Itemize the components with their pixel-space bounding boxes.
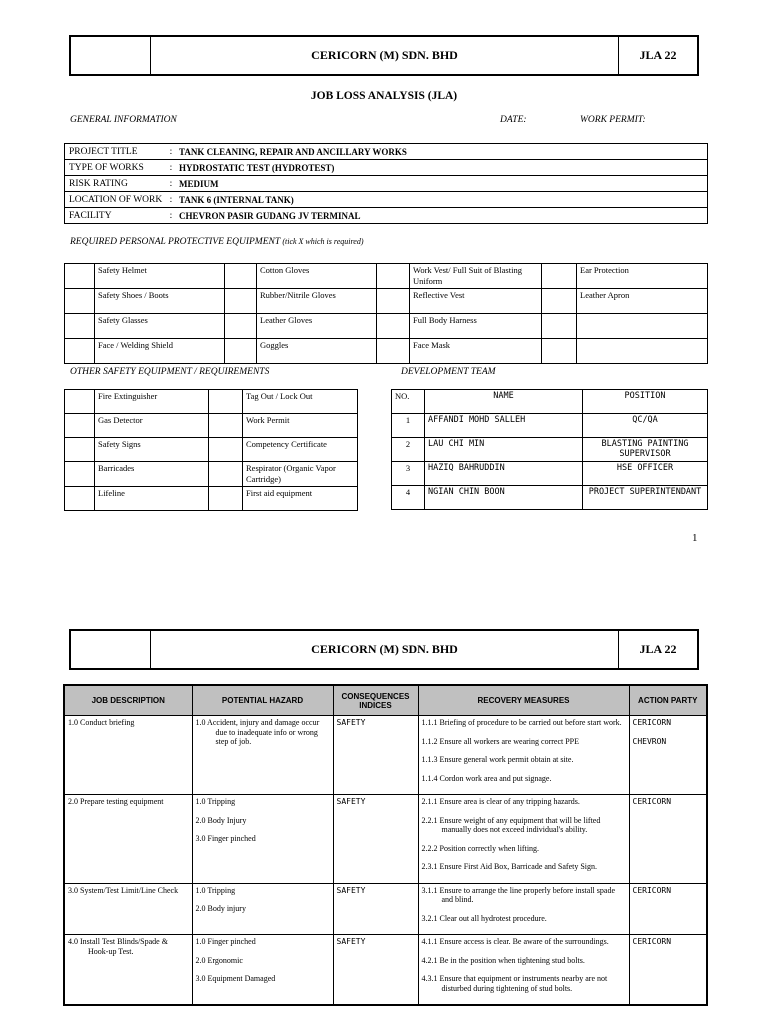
hazard-item: 1.0 Tripping xyxy=(195,797,236,806)
recovery-measure: 1.1.2 Ensure all workers are wearing correct PPE xyxy=(421,736,579,746)
job-loss-analysis-table xyxy=(63,684,708,1006)
info-key: PROJECT TITLE xyxy=(65,144,168,160)
document-code: JLA 22 xyxy=(639,48,677,62)
work-permit-label: WORK PERMIT: xyxy=(580,115,646,125)
job-description: 2.0 Prepare testing equipment xyxy=(68,797,164,806)
team-row xyxy=(392,462,708,486)
ppe-item-label: Rubber/Nitrile Gloves xyxy=(257,289,377,314)
company-name: CERICORN (M) SDN. BHD xyxy=(151,631,619,668)
column-header: RECOVERY MEASURES xyxy=(418,685,629,716)
team-name: NGIAN CHIN BOON xyxy=(425,486,583,510)
ppe-tick-box[interactable] xyxy=(377,339,410,364)
info-value: HYDROSTATIC TEST (HYDROTEST) xyxy=(175,160,708,176)
ppe-item-label: Full Body Harness xyxy=(410,314,542,339)
action-party-cell xyxy=(629,883,707,935)
other-item-label: Respirator (Organic Vapor Cartridge) xyxy=(243,462,358,487)
recovery-measures-cell xyxy=(418,795,629,884)
job-description: 4.0 Install Test Blinds/Spade & Hook-up Test. xyxy=(68,937,168,956)
other-item-label: Gas Detector xyxy=(95,414,209,438)
action-party: CERICORN xyxy=(632,718,672,727)
ppe-heading xyxy=(70,237,364,247)
action-party: CERICORN xyxy=(632,885,672,895)
ppe-tick-box[interactable] xyxy=(65,264,95,289)
recovery-measures-cell xyxy=(418,716,629,795)
ppe-row xyxy=(65,339,708,364)
ppe-item-label: Goggles xyxy=(257,339,377,364)
team-header-cell: POSITION xyxy=(583,390,708,414)
info-key: RISK RATING xyxy=(65,176,168,192)
ppe-item-label: Face Mask xyxy=(410,339,542,364)
other-safety-table xyxy=(64,389,358,511)
team-name: LAU CHI MIN xyxy=(425,438,583,462)
info-row xyxy=(65,160,708,176)
page-number: 1 xyxy=(692,532,698,544)
ppe-tick-box[interactable] xyxy=(377,289,410,314)
other-tick-box[interactable] xyxy=(65,462,95,487)
info-separator: : xyxy=(167,160,175,176)
ppe-item-label: Safety Glasses xyxy=(95,314,225,339)
consequence-cell: SAFETY xyxy=(333,716,418,795)
info-key: TYPE OF WORKS xyxy=(65,160,168,176)
other-item-label: Safety Signs xyxy=(95,438,209,462)
jla-row xyxy=(64,935,707,1006)
info-value: TANK 6 (INTERNAL TANK) xyxy=(175,192,708,208)
recovery-measure: 4.1.1 Ensure access is clear. Be aware of the surroundings. xyxy=(421,937,609,946)
ppe-item-label: Ear Protection xyxy=(577,264,708,289)
recovery-measures-cell xyxy=(418,883,629,935)
ppe-item-label: Cotton Gloves xyxy=(257,264,377,289)
recovery-measure: 1.1.4 Cordon work area and put signage. xyxy=(421,773,552,783)
recovery-measure: 1.1.1 Briefing of procedure to be carried out before start work. xyxy=(421,718,622,727)
info-value: MEDIUM xyxy=(175,176,708,192)
team-header-cell: NAME xyxy=(425,390,583,414)
hazard-item: 2.0 Body injury xyxy=(195,904,246,913)
general-info-table xyxy=(64,143,708,224)
hazard-item: 1.0 Finger pinched xyxy=(195,937,256,946)
recovery-measure: 2.2.2 Position correctly when lifting. xyxy=(421,843,540,853)
other-item-label: Competency Certificate xyxy=(243,438,358,462)
team-number: 2 xyxy=(392,438,425,462)
other-tick-box[interactable] xyxy=(209,487,243,511)
ppe-item-label: Leather Apron xyxy=(577,289,708,314)
date-label: DATE: xyxy=(500,115,527,125)
team-position: HSE OFFICER xyxy=(583,462,708,486)
team-position: PROJECT SUPERINTENDANT xyxy=(583,486,708,510)
ppe-tick-box[interactable] xyxy=(225,289,257,314)
column-header: ACTION PARTY xyxy=(629,685,707,716)
team-header-row xyxy=(392,390,708,414)
other-safety-row xyxy=(65,487,358,511)
ppe-tick-box[interactable] xyxy=(377,314,410,339)
ppe-tick-box[interactable] xyxy=(225,314,257,339)
team-header-cell: NO. xyxy=(392,390,425,414)
other-tick-box[interactable] xyxy=(65,390,95,414)
hazard-item: 1.0 Accident, injury and damage occur due to inadequate info or wrong step of job. xyxy=(195,718,320,746)
ppe-note: (tick X which is required) xyxy=(282,237,364,246)
ppe-item-label: Face / Welding Shield xyxy=(95,339,225,364)
action-party-cell xyxy=(629,935,707,1006)
recovery-measure: 3.1.1 Ensure to arrange the line properly before install spade and blind. xyxy=(421,885,615,904)
ppe-item-label xyxy=(577,314,708,339)
ppe-row xyxy=(65,264,708,289)
ppe-item-label: Safety Helmet xyxy=(95,264,225,289)
hazard-cell xyxy=(192,935,333,1006)
hazard-item: 3.0 Finger pinched xyxy=(195,834,256,843)
action-party-cell xyxy=(629,795,707,884)
development-team-label: DEVELOPMENT TEAM xyxy=(401,367,496,377)
ppe-label: REQUIRED PERSONAL PROTECTIVE EQUIPMENT xyxy=(70,237,280,247)
other-tick-box[interactable] xyxy=(209,414,243,438)
team-number: 4 xyxy=(392,486,425,510)
recovery-measure: 3.2.1 Clear out all hydrotest procedure. xyxy=(421,913,547,923)
page1-header xyxy=(69,35,699,76)
development-team-table xyxy=(391,389,708,510)
other-item-label: Work Permit xyxy=(243,414,358,438)
info-separator: : xyxy=(167,208,175,224)
other-safety-label: OTHER SAFETY EQUIPMENT / REQUIREMENTS xyxy=(70,367,270,377)
recovery-measure: 4.2.1 Be in the position when tightening stud bolts. xyxy=(421,955,585,965)
general-info-label: GENERAL INFORMATION xyxy=(70,115,177,125)
ppe-item-label: Leather Gloves xyxy=(257,314,377,339)
team-position: QC/QA xyxy=(583,414,708,438)
other-item-label: Lifeline xyxy=(95,487,209,511)
action-party-cell xyxy=(629,716,707,795)
team-row xyxy=(392,486,708,510)
other-safety-row xyxy=(65,462,358,487)
job-description-cell xyxy=(64,883,192,935)
other-tick-box[interactable] xyxy=(65,487,95,511)
recovery-measure: 2.2.1 Ensure weight of any equipment that will be lifted manually does not exceed individual's ability. xyxy=(421,815,601,834)
consequence-cell: SAFETY xyxy=(333,935,418,1006)
ppe-table xyxy=(64,263,708,364)
ppe-tick-box[interactable] xyxy=(65,339,95,364)
recovery-measures-cell xyxy=(418,935,629,1006)
info-separator: : xyxy=(167,192,175,208)
jla-row xyxy=(64,883,707,935)
recovery-measure: 2.1.1 Ensure area is clear of any tripping hazards. xyxy=(421,797,580,806)
job-description-cell xyxy=(64,716,192,795)
ppe-tick-box[interactable] xyxy=(225,264,257,289)
other-tick-box[interactable] xyxy=(209,438,243,462)
info-key: FACILITY xyxy=(65,208,168,224)
logo-cell xyxy=(71,631,151,668)
job-description-cell xyxy=(64,795,192,884)
other-tick-box[interactable] xyxy=(209,462,243,487)
page2-header xyxy=(69,629,699,670)
column-header: CONSEQUENCES INDICES xyxy=(333,685,418,716)
info-separator: : xyxy=(167,144,175,160)
other-item-label: Barricades xyxy=(95,462,209,487)
other-tick-box[interactable] xyxy=(65,414,95,438)
other-safety-row xyxy=(65,390,358,414)
action-party: CHEVRON xyxy=(632,736,667,746)
ppe-tick-box[interactable] xyxy=(377,264,410,289)
other-item-label: Fire Extinguisher xyxy=(95,390,209,414)
other-tick-box[interactable] xyxy=(209,390,243,414)
company-name: CERICORN (M) SDN. BHD xyxy=(151,37,619,74)
column-header: JOB DESCRIPTION xyxy=(64,685,192,716)
document-code: JLA 22 xyxy=(639,642,677,656)
ppe-tick-box[interactable] xyxy=(65,289,95,314)
other-tick-box[interactable] xyxy=(65,438,95,462)
action-party: CERICORN xyxy=(632,937,672,946)
job-description-cell xyxy=(64,935,192,1006)
hazard-item: 2.0 Ergonomic xyxy=(195,955,243,965)
other-item-label: Tag Out / Lock Out xyxy=(243,390,358,414)
page-title: JOB LOSS ANALYSIS (JLA) xyxy=(310,90,458,102)
team-position: BLASTING PAINTING SUPERVISOR xyxy=(583,438,708,462)
info-value: CHEVRON PASIR GUDANG JV TERMINAL xyxy=(175,208,708,224)
job-description: 3.0 System/Test Limit/Line Check xyxy=(68,885,179,895)
ppe-item-label: Reflective Vest xyxy=(410,289,542,314)
team-number: 3 xyxy=(392,462,425,486)
other-safety-row xyxy=(65,414,358,438)
ppe-row xyxy=(65,289,708,314)
team-name: HAZIQ BAHRUDDIN xyxy=(425,462,583,486)
other-safety-row xyxy=(65,438,358,462)
ppe-tick-box[interactable] xyxy=(542,264,577,289)
recovery-measure: 2.3.1 Ensure First Aid Box, Barricade and Safety Sign. xyxy=(421,862,598,871)
ppe-tick-box[interactable] xyxy=(542,339,577,364)
info-separator: : xyxy=(167,176,175,192)
hazard-item: 2.0 Body Injury xyxy=(195,815,247,825)
jla-row xyxy=(64,716,707,795)
info-value: TANK CLEANING, REPAIR AND ANCILLARY WORKS xyxy=(175,144,708,160)
info-row xyxy=(65,144,708,160)
hazard-item: 1.0 Tripping xyxy=(195,885,236,895)
info-row xyxy=(65,208,708,224)
hazard-item: 3.0 Equipment Damaged xyxy=(195,974,276,983)
ppe-item-label xyxy=(577,339,708,364)
team-number: 1 xyxy=(392,414,425,438)
team-name: AFFANDI MOHD SALLEH xyxy=(425,414,583,438)
ppe-item-label: Work Vest/ Full Suit of Blasting Uniform xyxy=(410,264,542,289)
info-row xyxy=(65,192,708,208)
other-item-label: First aid equipment xyxy=(243,487,358,511)
info-key: LOCATION OF WORK xyxy=(65,192,168,208)
recovery-measure: 1.1.3 Ensure general work permit obtain at site. xyxy=(421,755,574,764)
hazard-cell xyxy=(192,883,333,935)
consequence-cell: SAFETY xyxy=(333,795,418,884)
ppe-tick-box[interactable] xyxy=(542,314,577,339)
jla-row xyxy=(64,795,707,884)
column-header: POTENTIAL HAZARD xyxy=(192,685,333,716)
ppe-tick-box[interactable] xyxy=(225,339,257,364)
consequence-cell: SAFETY xyxy=(333,883,418,935)
hazard-cell xyxy=(192,716,333,795)
ppe-item-label: Safety Shoes / Boots xyxy=(95,289,225,314)
action-party: CERICORN xyxy=(632,797,672,806)
team-row xyxy=(392,438,708,462)
recovery-measure: 4.3.1 Ensure that equipment or instruments nearby are not disturbed during tightening of stud bolts. xyxy=(421,974,608,993)
ppe-tick-box[interactable] xyxy=(65,314,95,339)
ppe-row xyxy=(65,314,708,339)
ppe-tick-box[interactable] xyxy=(542,289,577,314)
team-row xyxy=(392,414,708,438)
logo-cell xyxy=(71,37,151,74)
job-description: 1.0 Conduct briefing xyxy=(68,718,135,727)
info-row xyxy=(65,176,708,192)
hazard-cell xyxy=(192,795,333,884)
